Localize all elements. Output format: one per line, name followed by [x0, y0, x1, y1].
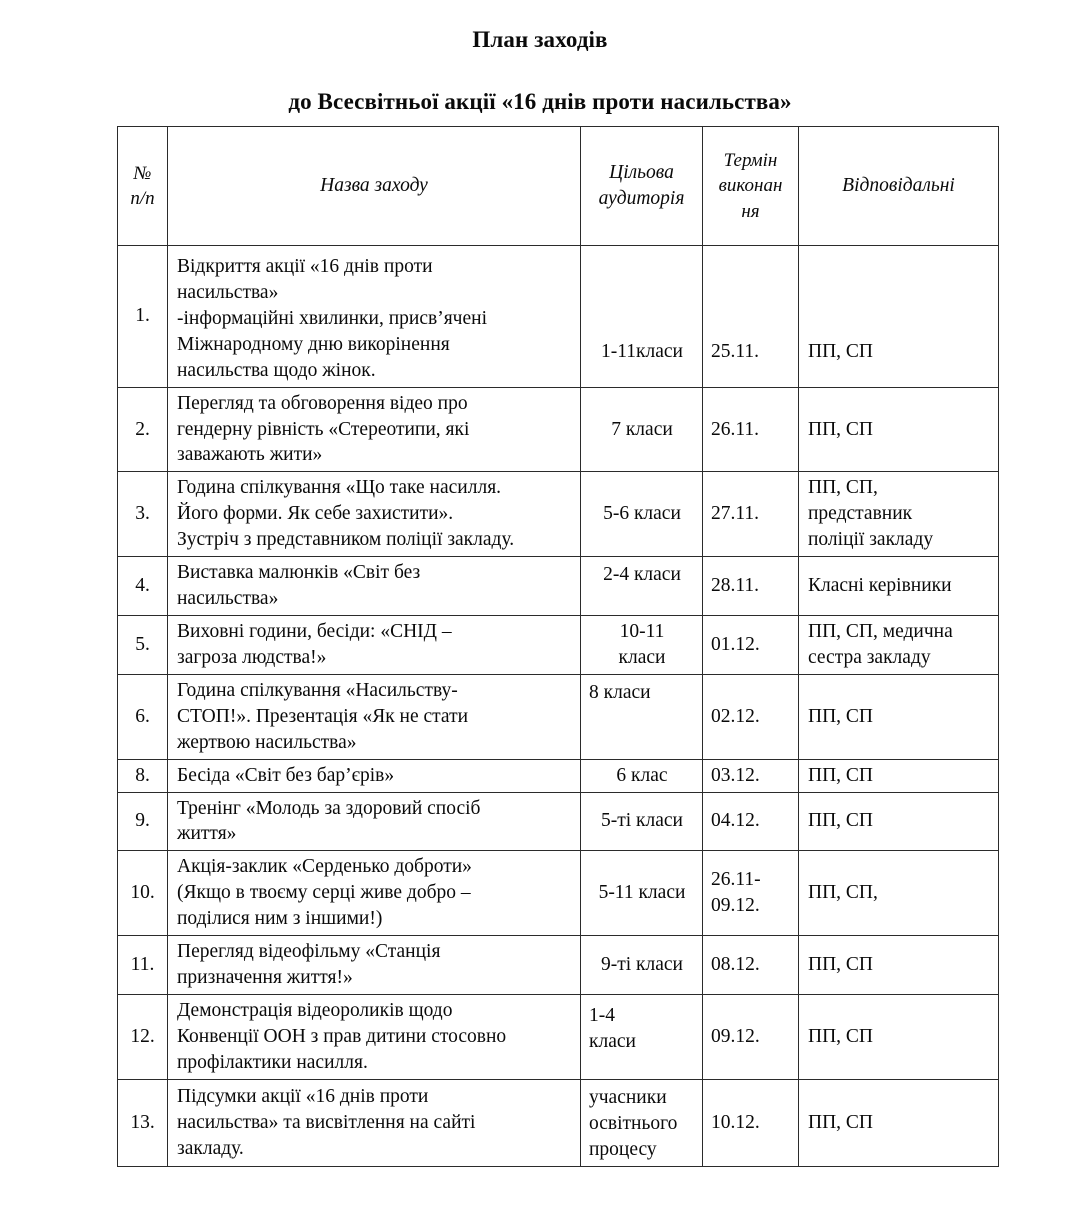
row-number: 6. [118, 674, 168, 759]
row-activity-name: Тренінг «Молодь за здоровий спосіб життя» [168, 792, 581, 851]
row-responsible: ПП, СП [799, 674, 999, 759]
row-number: 1. [118, 246, 168, 388]
row-audience: 10-11 класи [581, 615, 703, 674]
plan-table-wrapper [117, 126, 999, 1167]
title-block [0, 0, 1080, 117]
row-activity-name: Година спілкування «Насильству- СТОП!». Презентація «Як не стати жертвою насильства» [168, 674, 581, 759]
row-deadline: 02.12. [703, 674, 799, 759]
row-audience: 1-4 класи [581, 994, 703, 1079]
row-audience: учасники освітнього процесу [581, 1079, 703, 1166]
row-activity-name: Виховні години, бесіди: «СНІД – загроза людства!» [168, 615, 581, 674]
column-header-number-line2: п/п [130, 188, 155, 209]
column-header-audience [581, 127, 703, 246]
table-row [118, 387, 999, 472]
row-deadline: 01.12. [703, 615, 799, 674]
table-row [118, 615, 999, 674]
row-responsible: ПП, СП, [799, 851, 999, 936]
row-audience: 5-ті класи [581, 792, 703, 851]
row-number: 3. [118, 472, 168, 557]
table-row [118, 994, 999, 1079]
row-activity-name: Відкриття акції «16 днів проти насильства» -інформаційні хвилинки, присв’ячені Міжнародному дню викорінення насильства щодо жінок. [168, 246, 581, 388]
table-row [118, 1079, 999, 1166]
row-activity-name: Година спілкування «Що таке насилля. Його форми. Як себе захистити». Зустріч з представником поліції закладу. [168, 472, 581, 557]
column-header-responsible: Відповідальні [799, 127, 999, 246]
row-audience: 2-4 класи [581, 557, 703, 616]
row-deadline: 03.12. [703, 759, 799, 792]
table-row [118, 936, 999, 995]
row-activity-name: Демонстрація відеороликів щодо Конвенції ООН з прав дитини стосовно профілактики насилля. [168, 994, 581, 1079]
column-header-term-line3: ня [741, 200, 760, 222]
row-responsible: ПП, СП [799, 759, 999, 792]
table-row [118, 792, 999, 851]
row-responsible: ПП, СП, медична сестра закладу [799, 615, 999, 674]
page-title: План заходів [472, 27, 608, 52]
row-number: 9. [118, 792, 168, 851]
row-responsible: ПП, СП, представник поліції закладу [799, 472, 999, 557]
row-audience: 1-11класи [581, 246, 703, 388]
row-deadline: 04.12. [703, 792, 799, 851]
table-row [118, 246, 999, 388]
row-activity-name: Підсумки акції «16 днів проти насильства» та висвітлення на сайті закладу. [168, 1079, 581, 1166]
column-header-term-line2: виконан [718, 175, 783, 197]
plan-table [117, 126, 999, 1167]
row-deadline: 10.12. [703, 1079, 799, 1166]
row-number: 4. [118, 557, 168, 616]
table-header [118, 127, 999, 246]
row-audience: 5-6 класи [581, 472, 703, 557]
table-row [118, 557, 999, 616]
row-number: 12. [118, 994, 168, 1079]
row-number: 13. [118, 1079, 168, 1166]
row-deadline: 26.11. [703, 387, 799, 472]
row-deadline: 08.12. [703, 936, 799, 995]
row-responsible: Класні керівники [799, 557, 999, 616]
row-responsible: ПП, СП [799, 387, 999, 472]
row-responsible: ПП, СП [799, 994, 999, 1079]
table-body [118, 246, 999, 1167]
table-row [118, 472, 999, 557]
page-subtitle: до Всесвітньої акції «16 днів проти насильства» [288, 88, 792, 114]
column-header-term [703, 127, 799, 246]
row-audience: 8 класи [581, 674, 703, 759]
row-deadline: 09.12. [703, 994, 799, 1079]
row-activity-name: Перегляд відеофільму «Станція призначення життя!» [168, 936, 581, 995]
table-row [118, 759, 999, 792]
column-header-number [118, 127, 168, 246]
row-number: 11. [118, 936, 168, 995]
row-audience: 7 класи [581, 387, 703, 472]
row-deadline: 26.11- 09.12. [703, 851, 799, 936]
row-audience: 9-ті класи [581, 936, 703, 995]
row-number: 10. [118, 851, 168, 936]
row-number: 8. [118, 759, 168, 792]
column-header-audience-line1: Цільова [609, 162, 674, 184]
row-responsible: ПП, СП [799, 1079, 999, 1166]
column-header-term-line1: Термін [723, 150, 778, 172]
table-row [118, 674, 999, 759]
row-deadline: 27.11. [703, 472, 799, 557]
row-activity-name: Бесіда «Світ без бар’єрів» [168, 759, 581, 792]
row-responsible: ПП, СП [799, 936, 999, 995]
column-header-audience-line2: аудиторія [598, 188, 685, 209]
row-responsible: ПП, СП [799, 792, 999, 851]
row-audience: 5-11 класи [581, 851, 703, 936]
row-deadline: 25.11. [703, 246, 799, 388]
column-header-number-line1: № [133, 162, 152, 184]
row-responsible: ПП, СП [799, 246, 999, 388]
row-audience: 6 клас [581, 759, 703, 792]
row-activity-name: Виставка малюнків «Світ без насильства» [168, 557, 581, 616]
row-activity-name: Акція-заклик «Серденько доброти» (Якщо в твоєму серці живе добро – поділися ним з іншими!) [168, 851, 581, 936]
row-deadline: 28.11. [703, 557, 799, 616]
row-number: 5. [118, 615, 168, 674]
table-header-row [118, 127, 999, 246]
table-row [118, 851, 999, 936]
row-activity-name: Перегляд та обговорення відео про гендерну рівність «Стереотипи, які заважають жити» [168, 387, 581, 472]
row-number: 2. [118, 387, 168, 472]
column-header-name: Назва заходу [168, 127, 581, 246]
